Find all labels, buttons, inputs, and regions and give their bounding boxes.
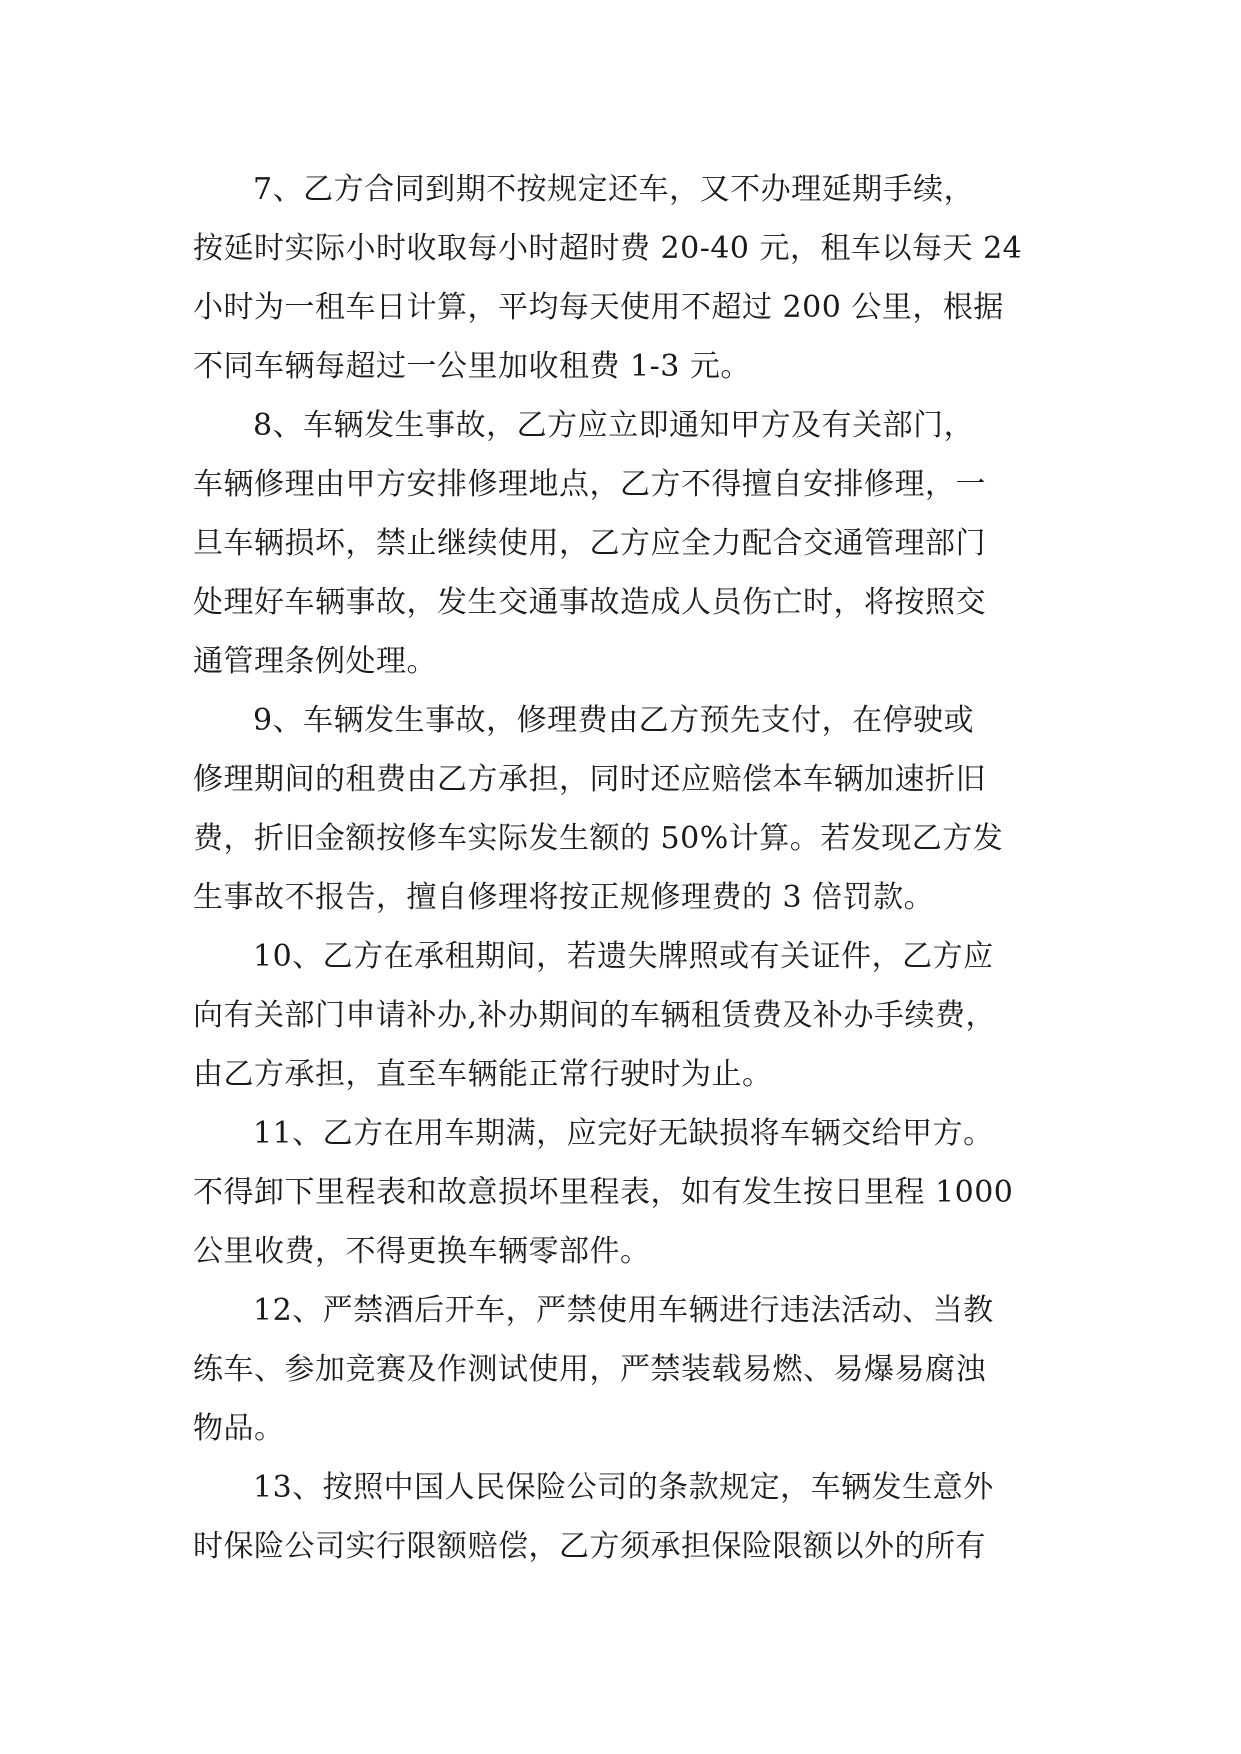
clause-line: 向有关部门申请补办,补办期间的车辆租赁费及补办手续费，: [193, 998, 997, 1033]
clause-line: 按延时实际小时收取每小时超时费 20-40 元，租车以每天 24: [193, 231, 1023, 266]
clause-10: [193, 927, 1055, 1104]
clause-line: 10、乙方在承租期间，若遗失牌照或有关证件，乙方应: [253, 939, 994, 974]
clause-line: 12、严禁酒后开车，严禁使用车辆进行违法活动、当教: [253, 1293, 994, 1328]
clause-11: [193, 1104, 1055, 1281]
clause-line: 9、车辆发生事故，修理费由乙方预先支付，在停驶或: [253, 703, 975, 738]
clause-line: 11、乙方在用车期满，应完好无缺损将车辆交给甲方。: [253, 1116, 994, 1151]
clause-line: 7、乙方合同到期不按规定还车，又不办理延期手续，: [253, 172, 975, 207]
clause-line: 生事故不报告，擅自修理将按正规修理费的 3 倍罚款。: [193, 880, 935, 915]
clause-line: 时保险公司实行限额赔偿，乙方须承担保险限额以外的所有: [193, 1529, 986, 1564]
clause-line: 练车、参加竞赛及作测试使用，严禁装载易燃、易爆易腐浊: [193, 1352, 986, 1387]
clause-9: [193, 691, 1055, 927]
clause-12: [193, 1281, 1055, 1458]
clause-line: 不同车辆每超过一公里加收租费 1-3 元。: [193, 349, 751, 384]
clause-line: 8、车辆发生事故，乙方应立即通知甲方及有关部门，: [253, 408, 975, 443]
clause-line: 旦车辆损坏，禁止继续使用，乙方应全力配合交通管理部门: [193, 526, 986, 561]
clause-line: 不得卸下里程表和故意损坏里程表，如有发生按日里程 1000: [193, 1175, 1014, 1210]
clause-line: 修理期间的租费由乙方承担，同时还应赔偿本车辆加速折旧: [193, 762, 986, 797]
clause-line: 车辆修理由甲方安排修理地点，乙方不得擅自安排修理，一: [193, 467, 986, 502]
clause-line: 物品。: [193, 1411, 285, 1446]
clause-8: [193, 396, 1055, 691]
clause-13: [193, 1458, 1055, 1576]
clause-line: 13、按照中国人民保险公司的条款规定，车辆发生意外: [253, 1470, 994, 1505]
clause-line: 小时为一租车日计算，平均每天使用不超过 200 公里，根据: [193, 290, 1004, 325]
clause-line: 处理好车辆事故，发生交通事故造成人员伤亡时，将按照交: [193, 585, 986, 620]
clause-line: 由乙方承担，直至车辆能正常行驶时为止。: [193, 1057, 773, 1092]
clause-line: 通管理条例处理。: [193, 644, 437, 679]
clause-7: [193, 160, 1055, 396]
clause-line: 费，折旧金额按修车实际发生额的 50%计算。若发现乙方发: [193, 821, 1004, 856]
document-body: [193, 160, 1055, 1576]
clause-line: 公里收费，不得更换车辆零部件。: [193, 1234, 651, 1269]
